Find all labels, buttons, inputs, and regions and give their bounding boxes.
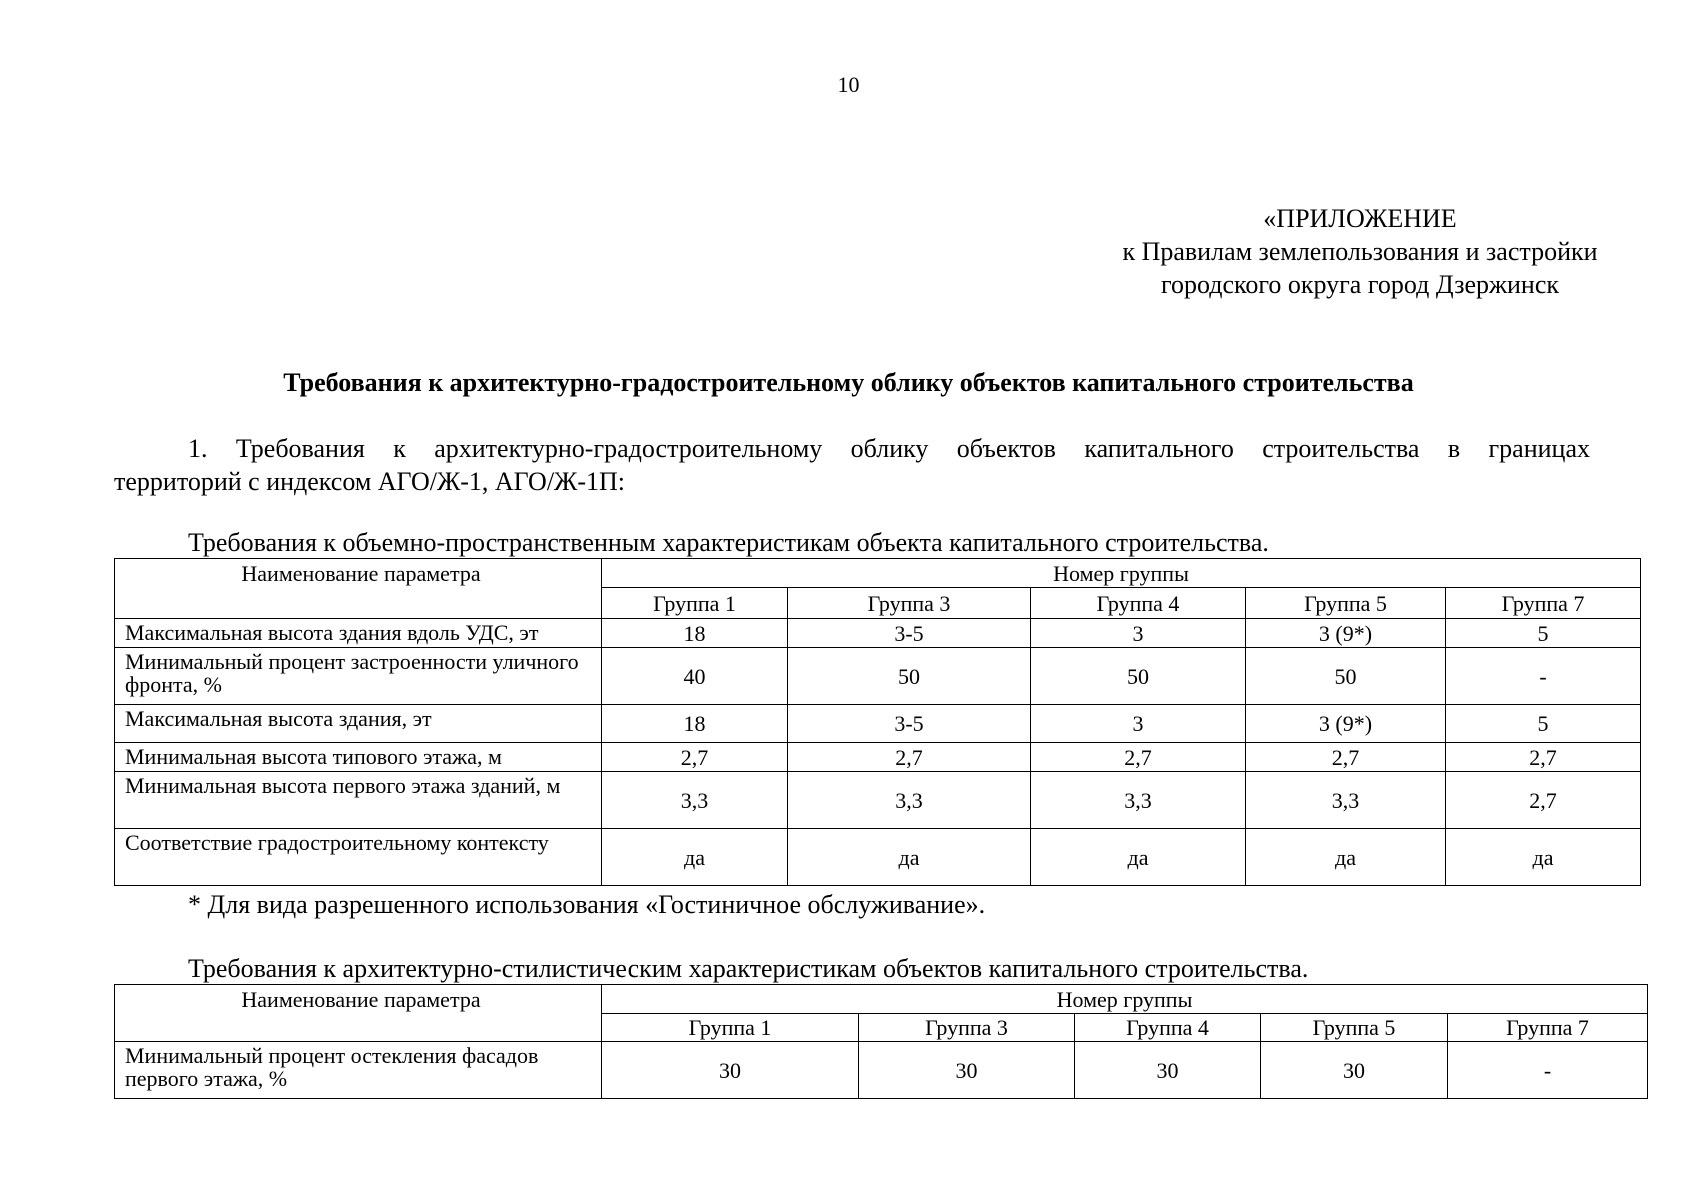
value-cell: 30: [859, 1042, 1075, 1099]
param-name: Минимальный процент застроенности уличного фронта, %: [115, 648, 602, 705]
table-row: [115, 619, 1641, 648]
architectural-style-requirements-table: [114, 984, 1648, 1099]
group-column-header: Группа 5: [1261, 1014, 1448, 1042]
volume-spatial-requirements-table: [114, 558, 1641, 886]
value-cell: 3,3: [602, 772, 788, 829]
param-header: Наименование параметра: [115, 559, 602, 619]
value-cell: 3-5: [788, 705, 1031, 743]
appendix-line-1: «ПРИЛОЖЕНИЕ: [1263, 204, 1457, 233]
page-number: 10: [837, 72, 860, 97]
value-cell: 40: [602, 648, 788, 705]
value-cell: 2,7: [1031, 743, 1246, 772]
value-cell: 3,3: [788, 772, 1031, 829]
value-cell: 30: [1075, 1042, 1261, 1099]
group-header: Номер группы: [602, 559, 1641, 588]
document-title: Требования к архитектурно-градостроительному облику объектов капитального строительства: [283, 368, 1414, 397]
group-column-header: Группа 7: [1448, 1014, 1648, 1042]
table-row: [115, 705, 1641, 743]
table-row: [115, 1042, 1648, 1099]
value-cell: 3,3: [1246, 772, 1446, 829]
param-name: Максимальная высота здания, эт: [115, 705, 602, 743]
table-row: [115, 648, 1641, 705]
group-column-header: Группа 1: [602, 588, 788, 619]
group-column-header: Группа 4: [1075, 1014, 1261, 1042]
value-cell: 3,3: [1031, 772, 1246, 829]
table-1-footnote: * Для вида разрешенного использования «Гостиничное обслуживание».: [188, 890, 986, 919]
value-cell: да: [788, 829, 1031, 886]
group-column-header: Группа 7: [1446, 588, 1641, 619]
value-cell: да: [1031, 829, 1246, 886]
group-column-header: Группа 5: [1246, 588, 1446, 619]
section-1-line-2: территорий с индексом АГО/Ж-1, АГО/Ж-1П:: [114, 467, 626, 496]
value-cell: 2,7: [602, 743, 788, 772]
value-cell: 3-5: [788, 619, 1031, 648]
param-name: Максимальная высота здания вдоль УДС, эт: [115, 619, 602, 648]
param-name: Минимальная высота типового этажа, м: [115, 743, 602, 772]
param-name: Минимальная высота первого этажа зданий, м: [115, 772, 602, 829]
value-cell: 5: [1446, 619, 1641, 648]
value-cell: да: [1246, 829, 1446, 886]
group-column-header: Группа 1: [602, 1014, 859, 1042]
value-cell: 18: [602, 619, 788, 648]
value-cell: 3 (9*): [1246, 619, 1446, 648]
group-column-header: Группа 4: [1031, 588, 1246, 619]
value-cell: 30: [1261, 1042, 1448, 1099]
value-cell: 50: [1246, 648, 1446, 705]
value-cell: 18: [602, 705, 788, 743]
appendix-header: [1030, 202, 1690, 301]
value-cell: да: [1446, 829, 1641, 886]
table-row: [115, 743, 1641, 772]
param-header: Наименование параметра: [115, 985, 602, 1042]
value-cell: 5: [1446, 705, 1641, 743]
param-name: Минимальный процент остекления фасадов первого этажа, %: [115, 1042, 602, 1099]
table-row: [115, 772, 1641, 829]
value-cell: да: [602, 829, 788, 886]
value-cell: 2,7: [1246, 743, 1446, 772]
table-row: [115, 829, 1641, 886]
group-header: Номер группы: [602, 985, 1648, 1014]
value-cell: 2,7: [1446, 772, 1641, 829]
value-cell: 2,7: [1446, 743, 1641, 772]
table-2-caption: Требования к архитектурно-стилистическим характеристикам объектов капитального строительства.: [188, 954, 1309, 983]
value-cell: 50: [788, 648, 1031, 705]
value-cell: 50: [1031, 648, 1246, 705]
group-column-header: Группа 3: [859, 1014, 1075, 1042]
value-cell: 3: [1031, 619, 1246, 648]
value-cell: -: [1448, 1042, 1648, 1099]
value-cell: 3: [1031, 705, 1246, 743]
group-column-header: Группа 3: [788, 588, 1031, 619]
value-cell: -: [1446, 648, 1641, 705]
appendix-line-3: городского округа город Дзержинск: [1160, 270, 1559, 299]
table-1-caption: Требования к объемно-пространственным характеристикам объекта капитального строительства.: [188, 528, 1269, 557]
section-1-paragraph: [114, 432, 1590, 498]
param-name: Соответствие градостроительному контексту: [115, 829, 602, 886]
value-cell: 3 (9*): [1246, 705, 1446, 743]
value-cell: 30: [602, 1042, 859, 1099]
appendix-line-2: к Правилам землепользования и застройки: [1122, 237, 1598, 266]
value-cell: 2,7: [788, 743, 1031, 772]
section-1-line-1: 1. Требования к архитектурно-градостроительному облику объектов капитального строительства в границах: [188, 434, 1590, 463]
